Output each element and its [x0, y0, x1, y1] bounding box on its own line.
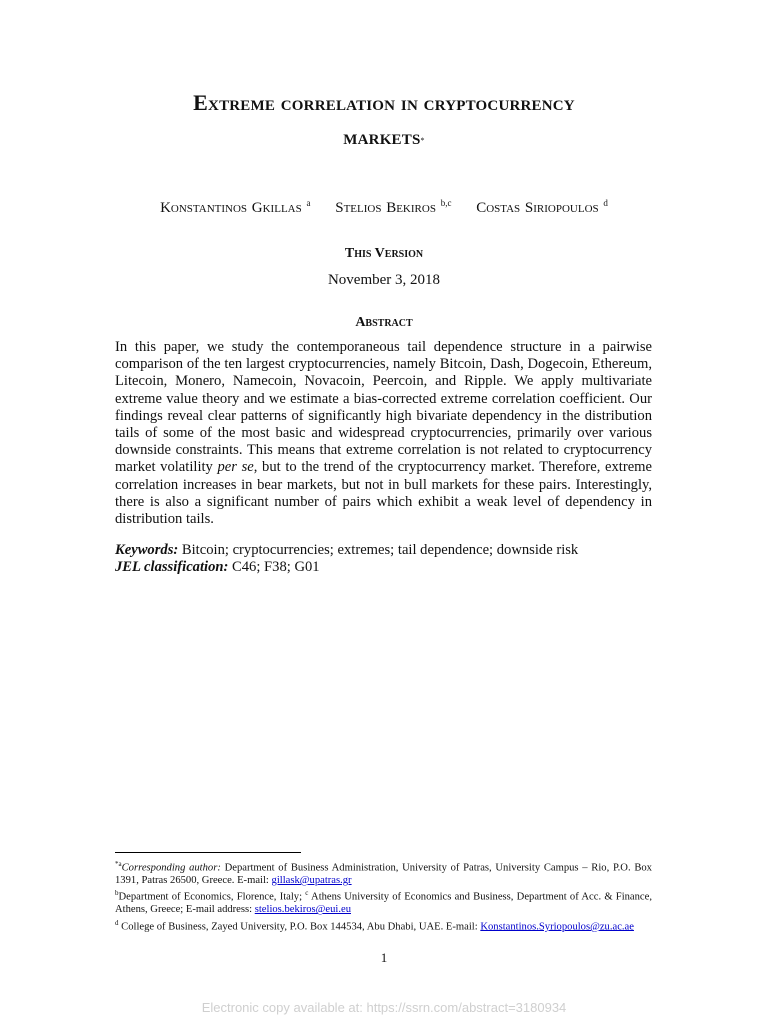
footnote-affiliation-d: [115, 917, 652, 934]
jel-value: C46; F38; G01: [228, 559, 320, 576]
title-line-1-rest: xtreme correlation in cryptocurrency: [208, 90, 575, 115]
author-name: Konstantinos Gkillas: [160, 200, 302, 216]
author-bekiros: [335, 200, 451, 216]
abstract-text-part-2: , but to the trend of the cryptocurrency market. Therefore, extreme correlation increases in bear markets, but not in bull markets for these pairs. Interestingly, there is also a significant number of pairs which exhibit a weak level of dependency in distribution tails.: [115, 459, 653, 528]
keywords-block: [115, 542, 652, 576]
keywords-label: Keywords:: [115, 542, 179, 558]
author-name: Stelios Bekiros: [335, 200, 436, 216]
footnote-text: College of Business, Zayed University, P.O. Box 144534, Abu Dhabi, UAE. E-mail:: [118, 921, 481, 933]
email-link-siriopoulos[interactable]: Konstantinos.Syriopoulos@zu.ac.ae: [480, 921, 634, 933]
footnote-text: Department of Business Administration, University of Patras, University Campus – Rio, P.O. Box 1391, Patras 26500, Greece. E-mail:: [115, 862, 652, 886]
author-affiliation: d: [603, 198, 608, 208]
footnote-affiliations-bc: [115, 887, 652, 916]
author-name: Costas Siriopoulos: [476, 200, 599, 216]
author-gkillas: [160, 200, 310, 216]
abstract-emphasis: per se: [217, 459, 254, 476]
jel-label: JEL classification:: [115, 559, 229, 576]
footnote-divider: [115, 852, 301, 853]
footnotes: [115, 858, 652, 934]
abstract-text: [115, 339, 652, 528]
page-number: 1: [380, 950, 388, 965]
keywords-value: Bitcoin; cryptocurrencies; extremes; tail dependence; downside risk: [178, 542, 579, 558]
jel-line: [115, 559, 652, 576]
email-link-gkillas[interactable]: gillask@upatras.gr: [271, 874, 352, 886]
title-line-2: [0, 120, 768, 154]
version-date: November 3, 2018: [327, 272, 441, 288]
footnote-text: Athens University of Economics and Business, Department of Acc. & Finance, Athens, Greece; E-mail address:: [115, 891, 652, 916]
footnote-marker: *a: [115, 860, 122, 868]
footnote-marker: b: [115, 889, 119, 898]
abstract-heading: Abstract: [355, 315, 413, 330]
abstract-text-part-1: In this paper, we study the contemporaneous tail dependence structure in a pairwise comparison of the ten largest cryptocurrencies, namely Bitcoin, Dash, Dogecoin, Ethereum, Litecoin, Monero, Namecoin, Novacoin, Peercoin, and Ripple. We apply multivariate extreme value theory and we estimate a bias-corrected extreme correlation coefficient. Our findings reveal clear patterns of significantly high bivariate dependency in the distribution tails of some of the most basic and widespread cryptocurrencies, primarily over various downside constraints. This means that extreme correlation is not related to cryptocurrency market volatility: [115, 339, 652, 476]
title-initial: E: [193, 90, 209, 115]
author-affiliation: a: [306, 198, 311, 208]
title-line-2-text: markets: [343, 124, 421, 149]
title-footnote-marker: *: [420, 136, 425, 145]
author-list: [0, 198, 768, 217]
title-line-1: [0, 86, 768, 120]
footnote-text: Department of Economics, Florence, Italy;: [118, 891, 306, 903]
author-affiliation: b,c: [440, 198, 452, 208]
footnote-marker: d: [115, 918, 119, 927]
footnote-corresponding: [115, 858, 652, 887]
email-link-bekiros[interactable]: stelios.bekiros@eui.eu: [254, 904, 351, 916]
footnote-label: Corresponding author:: [121, 862, 221, 874]
version-heading: This Version: [344, 246, 424, 261]
footnote-marker: c: [305, 889, 309, 898]
keywords-line: [115, 542, 652, 559]
author-siriopoulos: [476, 200, 608, 216]
ssrn-notice: Electronic copy available at: https://ssrn.com/abstract=3180934: [201, 1000, 567, 1015]
paper-title: [0, 86, 768, 154]
